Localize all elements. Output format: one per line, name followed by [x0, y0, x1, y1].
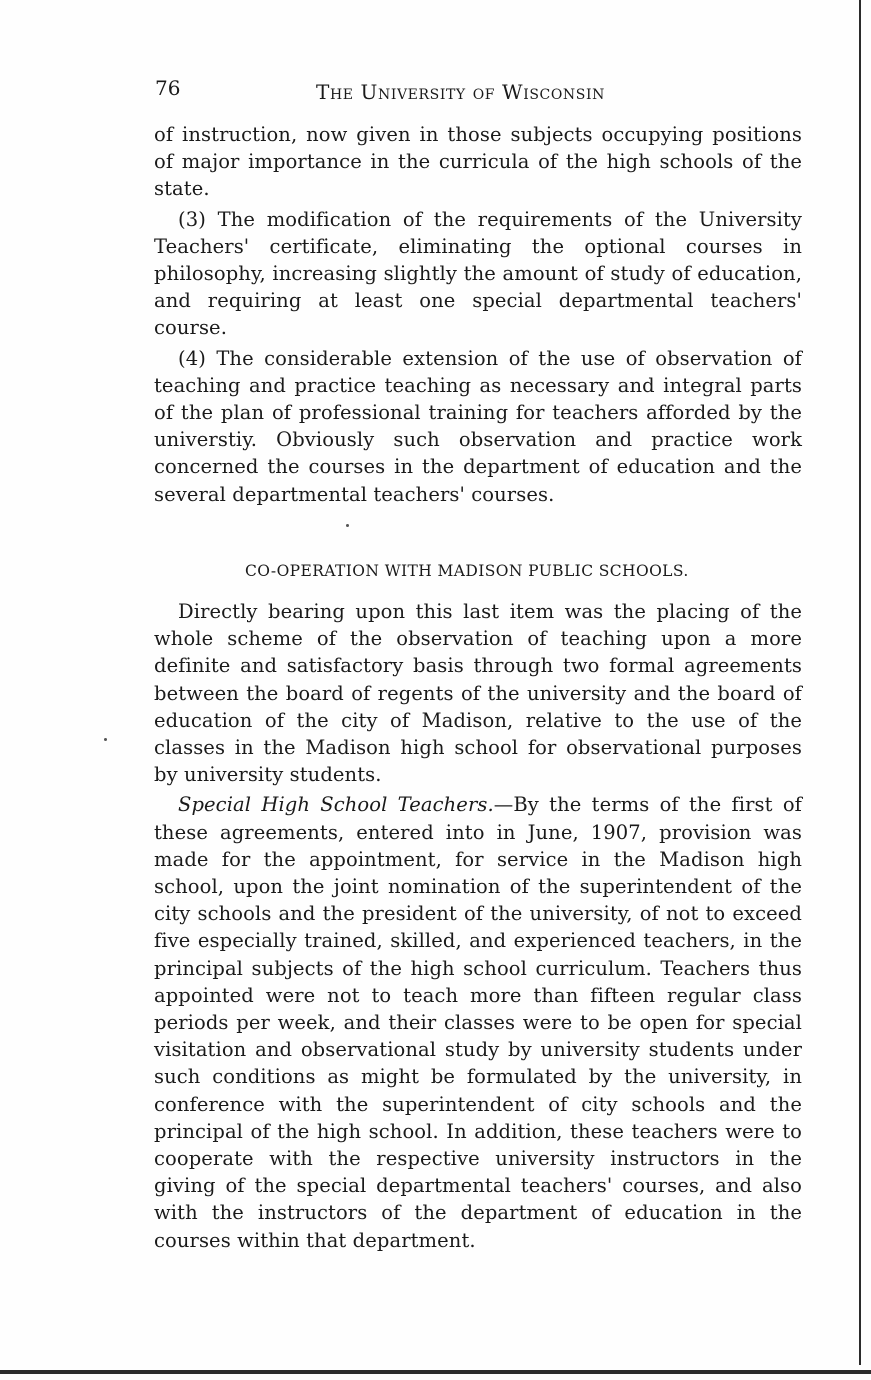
page-header: [155, 76, 640, 106]
page-number: 76: [155, 76, 181, 100]
item-4-paragraph: (4) The considerable extension of the use of observation of teaching and practice teaching as necessary and integral parts of the plan of professional training for teachers afforded by the universtiy. Obviously such observation and practice work concerned the courses in the department of education and the several departmental teachers' courses.: [154, 346, 802, 506]
paragraph-body: —By the terms of the first of these agreements, entered into in June, 1907, provision was made for the appointment, for service in the Madison high school, upon the joint nomination of the superintendent of the city schools and the president of the university, of not to exceed five especially trained, skilled, and experienced teachers, in the principal subjects of the high school curriculum. Teachers thus appointed were not to teach more than fifteen regular class periods per week, and their classes were to be open for special visitation and observational study by university students under such conditions as might be formulated by the university, in conference with the superintendent of city schools and the principal of the high school. In addition, these teachers were to cooperate with the respective university instructors in the giving of the special departmental teachers' courses, and also with the instructors of the department of education in the courses within that department.: [154, 793, 802, 1252]
item-3-paragraph: (3) The modification of the requirements of the University Teachers' certificate, eliminating the optional courses in philosophy, increasing slightly the amount of study of education, and requiring at least one special departmental teachers' course.: [154, 207, 802, 340]
paragraph-special-teachers: [154, 791, 802, 1253]
continuation-paragraph: of instruction, now given in those subjects occupying positions of major importance in the curricula of the high schools of the state.: [154, 123, 802, 201]
top-text-block: [154, 121, 802, 508]
print-speck: [346, 524, 349, 527]
section-heading: CO-OPERATION WITH MADISON PUBLIC SCHOOLS.: [245, 562, 689, 580]
scan-edge-bottom: [0, 1370, 871, 1374]
section-text-block: [154, 598, 802, 1254]
print-speck: [104, 738, 107, 741]
paragraph-lead-italic: Special High School Teachers.: [178, 793, 494, 817]
running-title: The University of Wisconsin: [316, 80, 605, 104]
paragraph-directly-bearing: Directly bearing upon this last item was the placing of the whole scheme of the observation of teaching upon a more definite and satisfactory basis through two formal agreements between the board of regents of the university and the board of education of the city of Madison, relative to the use of the classes in the Madison high school for observational purposes by university students.: [154, 600, 802, 787]
scan-edge-right: [859, 0, 861, 1365]
